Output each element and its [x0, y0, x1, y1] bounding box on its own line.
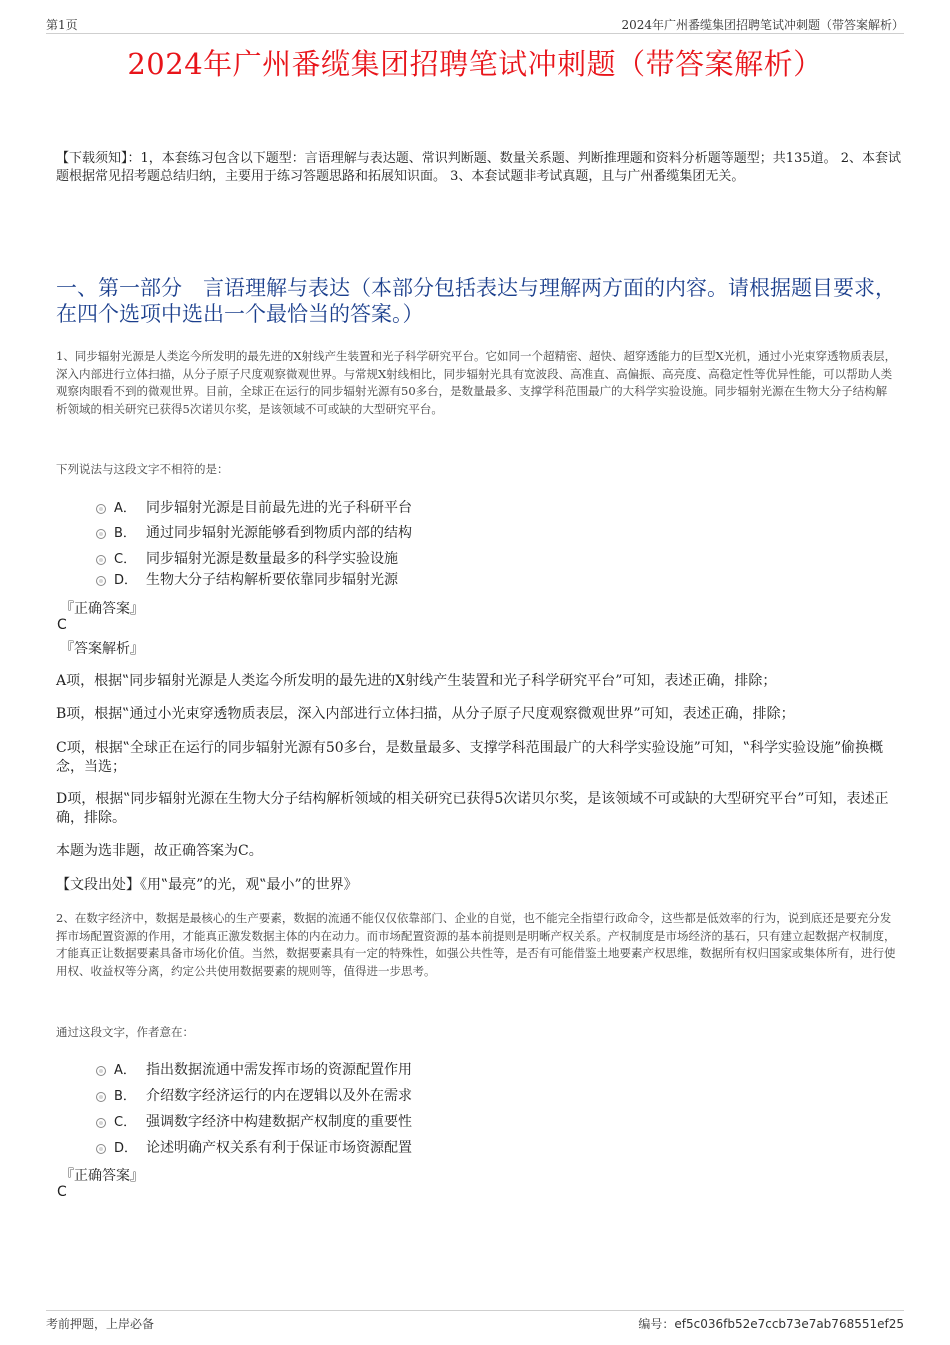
option-text: 强调数字经济中构建数据产权制度的重要性 [146, 1114, 412, 1130]
option-letter: A． [114, 501, 136, 516]
option-text: 介绍数字经济运行的内在逻辑以及外在需求 [146, 1088, 412, 1104]
analysis-c: C项，根据‟全球正在运行的同步辐射光源有50多台，是数量最多、支撑学科范围最广的大科学实验设施”可知，‟科学实验设施”偷换概念，当选； [56, 740, 884, 775]
footer-code-value: ef5c036fb52e7ccb73e7ab768551ef25 [674, 1317, 904, 1331]
option-letter: B． [114, 526, 136, 541]
footer-code-label: 编号： [638, 1317, 675, 1331]
option-text: 同步辐射光源是目前最先进的光子科研平台 [146, 500, 412, 516]
analysis-source: 【文段出处】《用‟最亮”的光，观‟最小”的世界》 [56, 877, 358, 893]
header-doc-title: 2024年广州番缆集团招聘笔试冲刺题（带答案解析） [621, 18, 904, 32]
page-header [46, 14, 904, 34]
option-letter: A． [114, 1063, 136, 1078]
option-letter: D． [114, 573, 138, 588]
download-notice: 【下载须知】：1，本套练习包含以下题型：言语理解与表达题、常识判断题、数量关系题、判断推理题和资料分析题等题型；共135道。 2、本套试题根据常见招考题总结归纳，主要用于练习答题思路和拓展知识面。 3、本套试题非考试真题，且与广州番缆集团无关。 [56, 151, 901, 184]
document-title: 2024年广州番缆集团招聘笔试冲刺题（带答案解析） [127, 47, 823, 81]
analysis-a: A项，根据‟同步辐射光源是人类迄今所发明的最先进的X射线产生装置和光子科学研究平台”可知，表述正确，排除； [56, 673, 777, 689]
analysis-label: 『答案解析』 [60, 641, 144, 657]
footer-code [638, 1315, 904, 1332]
section-heading: 一、第一部分 言语理解与表达（本部分包括表达与理解两方面的内容。请根据题目要求，在四个选项中选出一个最恰当的答案。） [56, 276, 896, 326]
option-letter: C． [114, 1115, 137, 1130]
page-footer [46, 1310, 904, 1334]
option-text: 指出数据流通中需发挥市场的资源配置作用 [146, 1062, 412, 1078]
question-2-prompt: 通过这段文字，作者意在： [56, 1025, 194, 1039]
radio-icon[interactable] [96, 1066, 106, 1076]
radio-icon[interactable] [96, 529, 106, 539]
footer-slogan: 考前押题，上岸必备 [46, 1317, 155, 1331]
analysis-d: D项，根据‟同步辐射光源在生物大分子结构解析领域的相关研究已获得5次诺贝尔奖，是该领域不可或缺的大型研究平台”可知，表述正确，排除。 [56, 791, 889, 826]
option-text: 生物大分子结构解析要依靠同步辐射光源 [146, 572, 398, 588]
radio-icon[interactable] [96, 504, 106, 514]
option-text: 同步辐射光源是数量最多的科学实验设施 [146, 551, 398, 567]
radio-icon[interactable] [96, 555, 106, 565]
question-2-text: 2、在数字经济中，数据是最核心的生产要素，数据的流通不能仅仅依靠部门、企业的自觉，也不能完全指望行政命令，这些都是低效率的行为，说到底还是要充分发挥市场配置资源的作用，才能真正激发数据主体的内在动力。而市场配置资源的基本前提则是明晰产权关系。产权制度是市场经济的基石，只有建立起数据产权制度，才能真正让数据要素具备市场化价值。当然，数据要素具有一定的特殊性，如强公共性等，是否有可能借鉴土地要素产权思维，数据所有权归国家或集体所有，进行使用权、收益权等分离，约定公共使用数据要素的规则等，值得进一步思考。 [56, 911, 896, 978]
question-1-text: 1、同步辐射光源是人类迄今所发明的最先进的X射线产生装置和光子科学研究平台。它如同一个超精密、超快、超穿透能力的巨型X光机，通过小光束穿透物质表层，深入内部进行立体扫描，从分子原子尺度观察微观世界。与常规X射线相比，同步辐射光具有宽波段、高准直、高偏振、高亮度、高稳定性等优异性能，可以帮助人类观察肉眼看不到的微观世界。目前，全球正在运行的同步辐射光源有50多台，是数量最多、支撑学科范围最广的大科学实验设施。同步辐射光源在生物大分子结构解析领域的相关研究已获得5次诺贝尔奖，是该领域不可或缺的大型研究平台。 [56, 349, 897, 416]
option-letter: C． [114, 552, 137, 567]
radio-icon[interactable] [96, 1144, 106, 1154]
radio-icon[interactable] [96, 1092, 106, 1102]
question-1-prompt: 下列说法与这段文字不相符的是： [56, 462, 229, 476]
option-text: 通过同步辐射光源能够看到物质内部的结构 [146, 525, 412, 541]
answer-value: C [57, 617, 67, 633]
option-text: 论述明确产权关系有利于保证市场资源配置 [146, 1140, 412, 1156]
radio-icon[interactable] [96, 1118, 106, 1128]
option-letter: B． [114, 1089, 136, 1104]
answer-label: 『正确答案』 [60, 601, 144, 617]
answer-label: 『正确答案』 [60, 1168, 144, 1184]
answer-value: C [57, 1184, 67, 1200]
page-number: 第1页 [46, 18, 78, 32]
analysis-conclusion: 本题为选非题，故正确答案为C。 [56, 843, 263, 859]
analysis-b: B项，根据‟通过小光束穿透物质表层，深入内部进行立体扫描，从分子原子尺度观察微观世界”可知，表述正确，排除； [56, 706, 795, 722]
option-letter: D． [114, 1141, 138, 1156]
radio-icon[interactable] [96, 576, 106, 586]
